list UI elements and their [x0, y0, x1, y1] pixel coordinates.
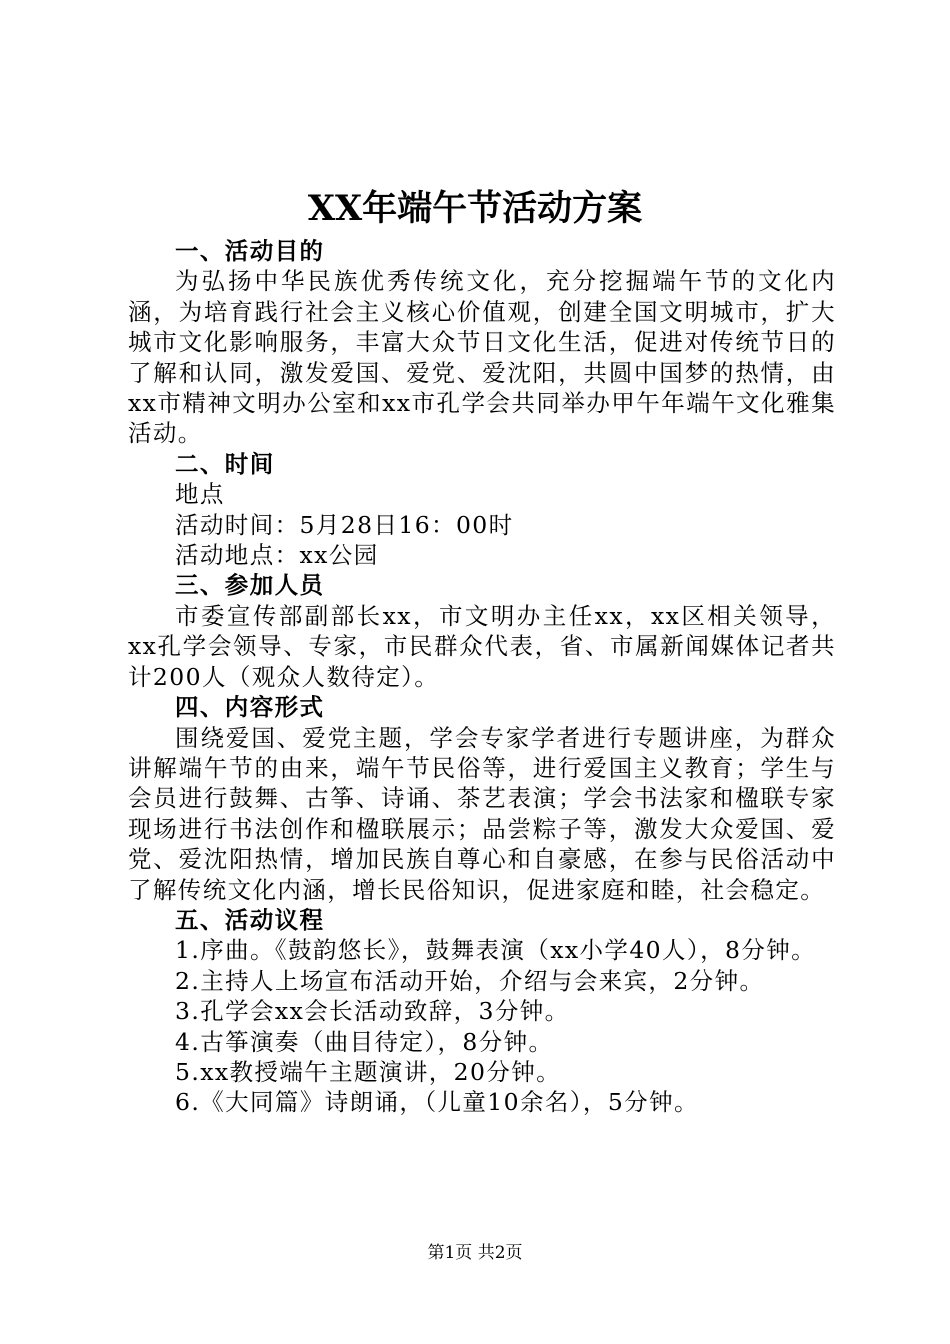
paragraph: 市委宣传部副部长xx，市文明办主任xx，xx区相关领导，xx孔学会领导、专家，市民群众代表，省、市属新闻媒体记者共计200人（观众人数待定）。	[128, 601, 836, 691]
section-heading: 五、活动议程	[175, 905, 325, 934]
agenda-item: 6.《大同篇》诗朗诵，（儿童10余名），5分钟。	[175, 1088, 699, 1117]
page-footer: 第1页 共2页	[427, 1243, 523, 1263]
agenda-item: 2.主持人上场宣布活动开始，介绍与会来宾，2分钟。	[175, 966, 765, 995]
agenda-item: 4.古筝演奏（曲目待定），8分钟。	[175, 1027, 554, 1056]
section-heading: 四、内容形式	[175, 693, 325, 722]
agenda-item: 1.序曲。《鼓韵悠长》，鼓舞表演（xx小学40人），8分钟。	[175, 936, 817, 965]
section-heading: 二、时间	[175, 449, 275, 478]
paragraph: 活动时间：5月28日16：00时	[175, 510, 514, 539]
agenda-item: 3.孔学会xx会长活动致辞，3分钟。	[175, 997, 570, 1026]
paragraph: 围绕爱国、爱党主题，学会专家学者进行专题讲座，为群众讲解端午节的由来，端午节民俗等，进行爱国主义教育；学生与会员进行鼓舞、古筝、诗诵、茶艺表演；学会书法家和楹联专家现场进行书法创作和楹联展示；品尝粽子等，激发大众爱国、爱党、爱沈阳热情，增加民族自尊心和自豪感，在参与民俗活动中了解传统文化内涵，增长民俗知识，促进家庭和睦，社会稳定。	[128, 723, 836, 904]
agenda-item: 5.xx教授端午主题演讲，20分钟。	[175, 1057, 562, 1086]
section-heading: 一、活动目的	[175, 237, 325, 265]
paragraph: 为弘扬中华民族优秀传统文化，充分挖掘端午节的文化内涵，为培育践行社会主义核心价值观，创建全国文明城市，扩大城市文化影响服务，丰富大众节日文化生活，促进对传统节日的了解和认同，激发爱国、爱党、爱沈阳，共圆中国梦的热情，由xx市精神文明办公室和xx市孔学会共同举办甲午年端午文化雅集活动。	[128, 267, 836, 448]
section-heading: 三、参加人员	[175, 571, 325, 600]
paragraph: 地点	[175, 480, 225, 509]
paragraph: 活动地点：xx公园	[175, 541, 379, 570]
document-body	[128, 236, 836, 1118]
document-title: XX年端午节活动方案	[307, 188, 643, 229]
